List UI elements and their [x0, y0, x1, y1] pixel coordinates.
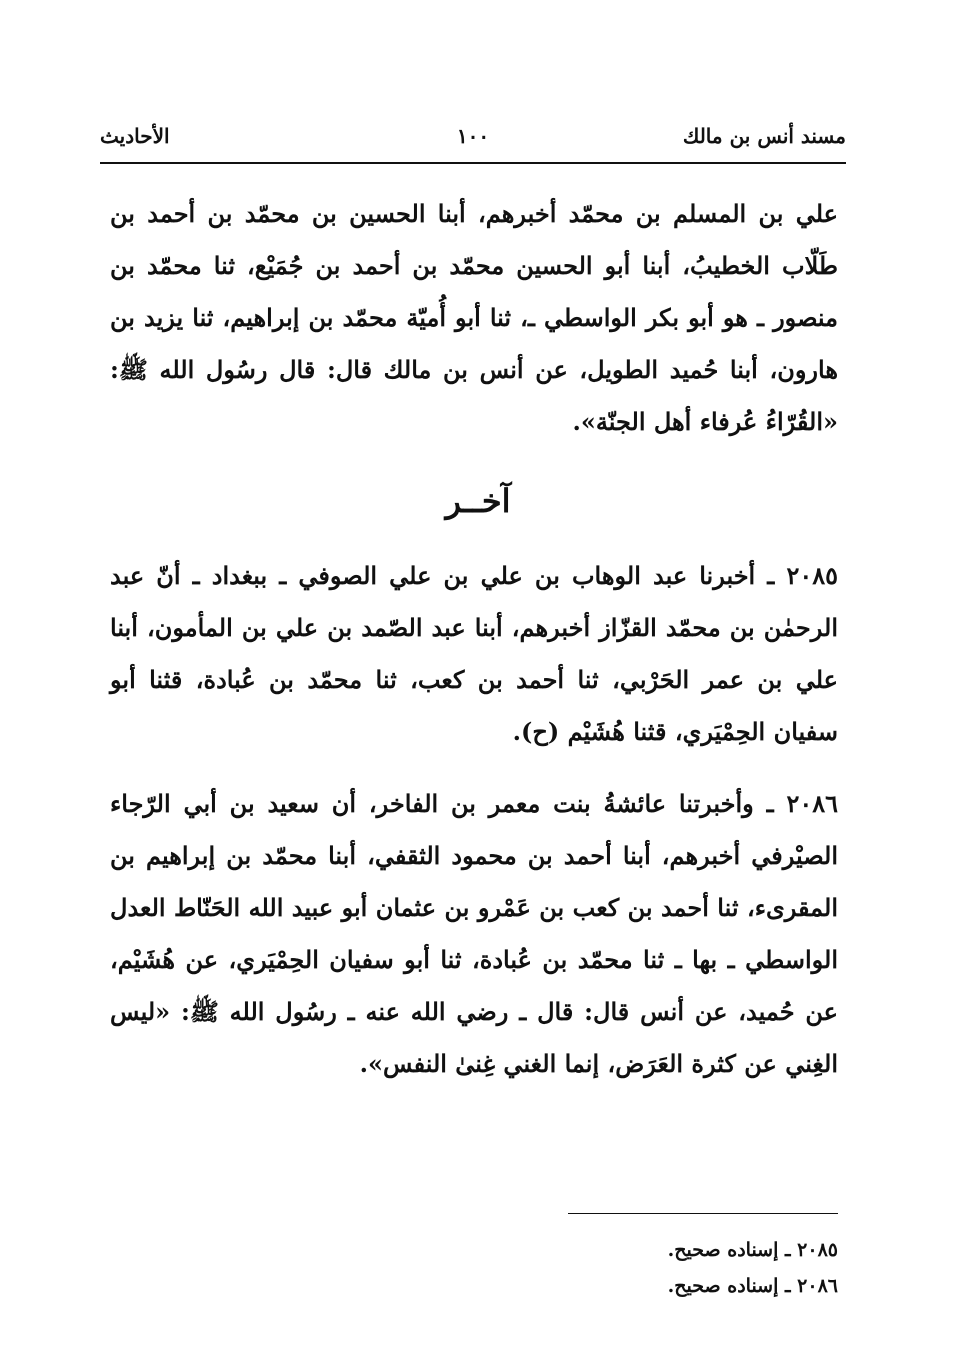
hadith-text: ـ أخبرنا عبد الوهاب بن علي بن علي الصوفي ـ ببغداد ـ أنّ عبد الرحمٰن بن محمّد القزّاز أخبرهم، أبنا عبد الصّمد بن علي بن المأمون، أبنا علي بن عمر الحَرْبي، ثنا أحمد بن كعب، ثنا محمّد بن عُبادة، قثنا أبو سفيان الحِمْيَري، قثنا هُشَيْم (ح). — [110, 561, 838, 746]
footnote-2086: ٢٠٨٦ ـ إسناده صحيح. — [667, 1275, 838, 1297]
hadith-number: ٢٠٨٦ — [786, 789, 839, 818]
hadith-number: ٢٠٨٥ — [786, 561, 838, 590]
section-title: آخــر — [445, 482, 511, 520]
book-title: مسند أنس بن مالك — [682, 124, 846, 148]
hadith-2086 — [110, 778, 838, 1090]
footnote-divider — [568, 1213, 838, 1214]
footnote-2085: ٢٠٨٥ ـ إسناده صحيح. — [667, 1239, 838, 1261]
page-number: ١٠٠ — [456, 124, 490, 148]
intro-paragraph: علي بن المسلم بن محمّد أخبرهم، أبنا الحسين بن محمّد بن أحمد بن طَلّاب الخطيبُ، أبنا أبو الحسين محمّد بن أحمد بن جُمَيْع، ثنا محمّد بن منصور ـ هو أبو بكر الواسطي ـ، ثنا أبو أُميّة محمّد بن إبراهيم، ثنا يزيد بن هارون، أبنا حُميد الطويل، عن أنس بن مالك قال: قال رسُول الله ﷺ: «القُرّاءُ عُرفاء أهل الجنّة». — [110, 199, 838, 436]
hadith-2085 — [110, 550, 838, 758]
footnotes — [438, 1232, 838, 1304]
hadith-text: ـ وأخبرتنا عائشةُ بنت معمر بن الفاخر، أن سعيد بن أبي الرّجاء الصيْرفي أخبرهم، أبنا أحمد بن محمود الثقفي، أبنا محمّد بن إبراهيم بن المقرىء، ثنا أحمد بن كعب بن عَمْرو بن عثمان أبو عبيد الله الحَنّاط العدل الواسطي ـ بها ـ ثنا محمّد بن عُبادة، ثنا أبو سفيان الحِمْيَري، عن هُشَيْم، عن حُميد، عن أنس قال: قال ـ رضي الله عنه ـ رسُول الله ﷺ: «ليس الغِني عن كثرة العَرَض، إنما الغني غِنىٰ النفس». — [110, 789, 838, 1078]
section-name: الأحاديث — [100, 124, 170, 148]
running-header — [100, 118, 846, 164]
